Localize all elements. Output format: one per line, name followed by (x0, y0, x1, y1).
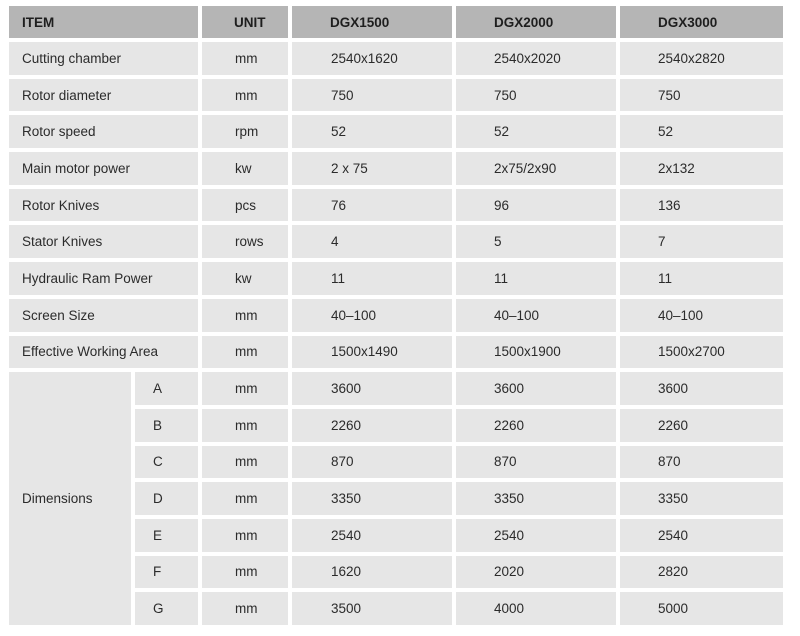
row-unit: mm (202, 556, 288, 589)
row-item: Rotor diameter (9, 79, 198, 112)
row-value: 40–100 (456, 299, 616, 332)
row-unit: mm (202, 372, 288, 405)
table-row (9, 115, 783, 148)
row-value: 2020 (456, 556, 616, 589)
row-unit: mm (202, 79, 288, 112)
row-value: 2260 (620, 409, 783, 442)
row-unit: kw (202, 262, 288, 295)
row-value: 2x132 (620, 152, 783, 185)
row-value: 2540x1620 (292, 42, 452, 75)
row-item: Cutting chamber (9, 42, 198, 75)
row-value: 3350 (292, 482, 452, 515)
row-value: 7 (620, 225, 783, 258)
row-value: 40–100 (620, 299, 783, 332)
row-value: 1620 (292, 556, 452, 589)
table-row (9, 189, 783, 222)
row-value: 52 (456, 115, 616, 148)
row-value: 1500x2700 (620, 336, 783, 369)
row-value: 11 (620, 262, 783, 295)
table-row (9, 79, 783, 112)
header-item: ITEM (9, 6, 198, 38)
header-model-2: DGX2000 (456, 6, 616, 38)
row-item: Rotor Knives (9, 189, 198, 222)
table-row (9, 225, 783, 258)
row-value: 870 (292, 446, 452, 479)
row-item: Effective Working Area (9, 336, 198, 369)
row-value: 750 (620, 79, 783, 112)
row-unit: kw (202, 152, 288, 185)
row-unit: mm (202, 482, 288, 515)
dimension-sub: G (135, 592, 198, 625)
row-item: Hydraulic Ram Power (9, 262, 198, 295)
row-value: 1500x1490 (292, 336, 452, 369)
row-value: 4 (292, 225, 452, 258)
row-value: 2x75/2x90 (456, 152, 616, 185)
dimension-sub: C (135, 446, 198, 479)
header-model-1: DGX1500 (292, 6, 452, 38)
row-value: 5000 (620, 592, 783, 625)
row-value: 5 (456, 225, 616, 258)
row-value: 2540x2820 (620, 42, 783, 75)
row-value: 1500x1900 (456, 336, 616, 369)
row-value: 11 (456, 262, 616, 295)
row-value: 870 (456, 446, 616, 479)
row-value: 3500 (292, 592, 452, 625)
table-header-row (9, 6, 783, 38)
row-unit: mm (202, 42, 288, 75)
row-value: 2260 (456, 409, 616, 442)
row-item: Screen Size (9, 299, 198, 332)
row-value: 750 (292, 79, 452, 112)
row-value: 2540 (620, 519, 783, 552)
dimension-sub: B (135, 409, 198, 442)
row-item: Stator Knives (9, 225, 198, 258)
dimension-row (9, 372, 783, 405)
row-value: 2820 (620, 556, 783, 589)
row-value: 750 (456, 79, 616, 112)
dimension-sub: F (135, 556, 198, 589)
table-row (9, 299, 783, 332)
row-unit: mm (202, 299, 288, 332)
table-row (9, 42, 783, 75)
row-value: 2540x2020 (456, 42, 616, 75)
row-unit: rows (202, 225, 288, 258)
table-row (9, 152, 783, 185)
row-value: 2540 (456, 519, 616, 552)
row-unit: pcs (202, 189, 288, 222)
row-unit: mm (202, 519, 288, 552)
row-value: 136 (620, 189, 783, 222)
row-unit: mm (202, 592, 288, 625)
dimension-sub: D (135, 482, 198, 515)
row-value: 2540 (292, 519, 452, 552)
row-value: 40–100 (292, 299, 452, 332)
dimensions-label: Dimensions (9, 372, 131, 625)
row-value: 3350 (456, 482, 616, 515)
spec-table (5, 2, 787, 629)
header-model-3: DGX3000 (620, 6, 783, 38)
row-value: 52 (620, 115, 783, 148)
row-value: 11 (292, 262, 452, 295)
dimension-sub: A (135, 372, 198, 405)
row-value: 2 x 75 (292, 152, 452, 185)
table-row (9, 336, 783, 369)
row-value: 76 (292, 189, 452, 222)
row-value: 3350 (620, 482, 783, 515)
row-value: 52 (292, 115, 452, 148)
header-unit: UNIT (202, 6, 288, 38)
dimension-sub: E (135, 519, 198, 552)
row-value: 3600 (620, 372, 783, 405)
row-value: 4000 (456, 592, 616, 625)
row-unit: mm (202, 336, 288, 369)
row-value: 3600 (292, 372, 452, 405)
row-unit: mm (202, 409, 288, 442)
row-unit: rpm (202, 115, 288, 148)
table-row (9, 262, 783, 295)
row-unit: mm (202, 446, 288, 479)
row-item: Rotor speed (9, 115, 198, 148)
row-value: 870 (620, 446, 783, 479)
row-value: 3600 (456, 372, 616, 405)
row-value: 2260 (292, 409, 452, 442)
row-item: Main motor power (9, 152, 198, 185)
row-value: 96 (456, 189, 616, 222)
